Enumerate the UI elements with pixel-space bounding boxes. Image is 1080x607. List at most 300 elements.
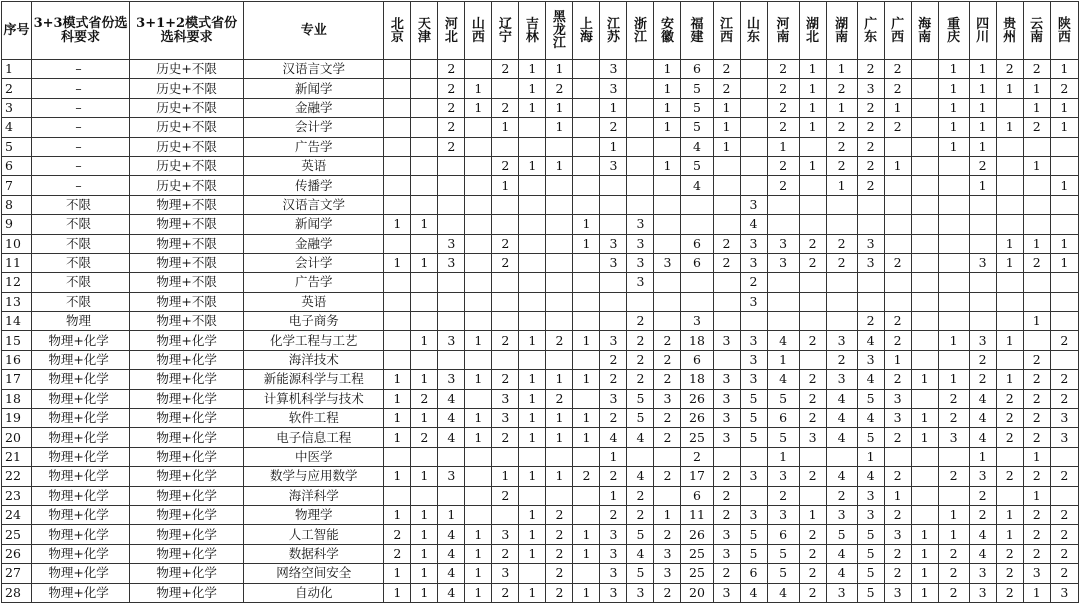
cell-major: 新闻学: [244, 79, 384, 98]
cell-province-quota: 5: [826, 525, 857, 544]
cell-province-quota: [546, 350, 573, 369]
cell-province-quota: 5: [740, 525, 767, 544]
cell-province-quota: 1: [492, 118, 519, 137]
cell-province-quota: 1: [465, 564, 492, 583]
cell-province-quota: 2: [600, 370, 627, 389]
cell-province-quota: [911, 273, 938, 292]
header-province: 海南: [911, 2, 938, 60]
cell-province-quota: 2: [857, 156, 884, 175]
cell-province-quota: 4: [857, 467, 884, 486]
cell-province-quota: 1: [1023, 583, 1050, 602]
cell-province-quota: 2: [996, 389, 1023, 408]
cell-province-quota: 2: [1050, 79, 1078, 98]
cell-province-quota: [573, 156, 600, 175]
cell-province-quota: 1: [938, 60, 969, 79]
cell-province-quota: 1: [911, 544, 938, 563]
cell-province-quota: 2: [1050, 331, 1078, 350]
cell-province-quota: 4: [740, 215, 767, 234]
cell-province-quota: 2: [600, 409, 627, 428]
cell-province-quota: 1: [1050, 118, 1078, 137]
cell-province-quota: 2: [713, 505, 740, 524]
cell-province-quota: 1: [938, 370, 969, 389]
cell-3-3-requirement: 物理+化学: [32, 409, 130, 428]
cell-province-quota: 3: [857, 234, 884, 253]
cell-province-quota: 4: [627, 544, 654, 563]
cell-province-quota: 2: [857, 312, 884, 331]
cell-province-quota: 2: [492, 486, 519, 505]
cell-province-quota: 1: [438, 505, 465, 524]
cell-province-quota: 1: [411, 467, 438, 486]
cell-province-quota: 2: [492, 60, 519, 79]
cell-major: 英语: [244, 292, 384, 311]
cell-province-quota: 2: [826, 118, 857, 137]
cell-province-quota: 3: [654, 253, 681, 272]
table-body: [2, 60, 1079, 603]
cell-province-quota: 5: [857, 525, 884, 544]
cell-province-quota: 2: [799, 583, 826, 602]
cell-province-quota: 1: [938, 331, 969, 350]
cell-province-quota: 1: [767, 447, 799, 466]
cell-major: 数据科学: [244, 544, 384, 563]
enrollment-plan-table: [1, 1, 1079, 603]
cell-province-quota: [1023, 273, 1050, 292]
cell-province-quota: [911, 486, 938, 505]
table-row: [2, 583, 1079, 602]
cell-province-quota: [627, 98, 654, 117]
cell-province-quota: [411, 234, 438, 253]
cell-province-quota: [519, 292, 546, 311]
cell-province-quota: [740, 118, 767, 137]
cell-province-quota: [519, 215, 546, 234]
cell-province-quota: 1: [519, 60, 546, 79]
cell-province-quota: 2: [1023, 389, 1050, 408]
cell-province-quota: 4: [438, 428, 465, 447]
cell-3-3-requirement: –: [32, 98, 130, 117]
cell-province-quota: [911, 98, 938, 117]
cell-province-quota: [546, 292, 573, 311]
cell-province-quota: 3: [969, 331, 996, 350]
cell-province-quota: 5: [627, 389, 654, 408]
cell-province-quota: 2: [884, 467, 911, 486]
cell-province-quota: 1: [492, 176, 519, 195]
cell-province-quota: [546, 176, 573, 195]
cell-province-quota: 2: [546, 564, 573, 583]
cell-province-quota: [767, 195, 799, 214]
cell-3-3-requirement: 物理+化学: [32, 525, 130, 544]
cell-province-quota: [1050, 292, 1078, 311]
cell-province-quota: 2: [969, 350, 996, 369]
cell-province-quota: [996, 98, 1023, 117]
cell-province-quota: [654, 312, 681, 331]
cell-3-3-requirement: 物理+化学: [32, 370, 130, 389]
cell-province-quota: 5: [681, 98, 713, 117]
cell-province-quota: 20: [681, 583, 713, 602]
cell-province-quota: 3: [969, 583, 996, 602]
cell-province-quota: 1: [573, 215, 600, 234]
cell-province-quota: 2: [969, 370, 996, 389]
cell-province-quota: [740, 176, 767, 195]
cell-province-quota: [492, 312, 519, 331]
cell-province-quota: 2: [546, 544, 573, 563]
cell-province-quota: [857, 292, 884, 311]
cell-province-quota: 3: [884, 583, 911, 602]
cell-province-quota: 3: [740, 370, 767, 389]
cell-3-3-requirement: 物理+化学: [32, 486, 130, 505]
cell-province-quota: [492, 505, 519, 524]
cell-province-quota: 1: [519, 409, 546, 428]
table-row: [2, 409, 1079, 428]
cell-province-quota: 3: [740, 350, 767, 369]
cell-province-quota: [740, 486, 767, 505]
cell-province-quota: [465, 137, 492, 156]
cell-province-quota: 3: [600, 79, 627, 98]
cell-province-quota: 2: [1023, 350, 1050, 369]
cell-province-quota: 1: [411, 215, 438, 234]
cell-province-quota: [492, 79, 519, 98]
cell-province-quota: 1: [799, 98, 826, 117]
cell-province-quota: 1: [767, 137, 799, 156]
cell-province-quota: [519, 195, 546, 214]
cell-province-quota: 2: [1023, 409, 1050, 428]
cell-province-quota: 1: [767, 350, 799, 369]
cell-province-quota: 2: [826, 137, 857, 156]
cell-province-quota: [384, 234, 411, 253]
cell-province-quota: 3: [857, 350, 884, 369]
cell-3-1-2-requirement: 物理+化学: [130, 331, 244, 350]
cell-province-quota: [384, 292, 411, 311]
cell-province-quota: 3: [627, 215, 654, 234]
cell-province-quota: 3: [600, 234, 627, 253]
table-row: [2, 447, 1079, 466]
cell-province-quota: 5: [740, 428, 767, 447]
cell-province-quota: 2: [996, 564, 1023, 583]
cell-province-quota: 3: [600, 583, 627, 602]
cell-province-quota: [546, 215, 573, 234]
cell-province-quota: 5: [767, 389, 799, 408]
header-province: 湖北: [799, 2, 826, 60]
cell-province-quota: [713, 292, 740, 311]
cell-province-quota: 6: [681, 486, 713, 505]
cell-province-quota: 5: [857, 428, 884, 447]
cell-province-quota: 3: [1050, 428, 1078, 447]
cell-province-quota: [681, 215, 713, 234]
table-row: [2, 273, 1079, 292]
cell-province-quota: 4: [826, 564, 857, 583]
cell-province-quota: 1: [384, 215, 411, 234]
cell-province-quota: 1: [911, 409, 938, 428]
cell-province-quota: 1: [519, 428, 546, 447]
cell-province-quota: 1: [546, 98, 573, 117]
cell-3-3-requirement: 物理+化学: [32, 331, 130, 350]
cell-province-quota: 2: [681, 447, 713, 466]
cell-province-quota: 5: [681, 79, 713, 98]
cell-province-quota: 1: [546, 370, 573, 389]
cell-province-quota: [1050, 447, 1078, 466]
cell-province-quota: [600, 215, 627, 234]
cell-province-quota: 4: [826, 409, 857, 428]
cell-province-quota: [546, 447, 573, 466]
cell-province-quota: 2: [938, 583, 969, 602]
cell-province-quota: 1: [799, 156, 826, 175]
cell-province-quota: 25: [681, 564, 713, 583]
cell-province-quota: [465, 312, 492, 331]
cell-no: 22: [2, 467, 32, 486]
cell-3-3-requirement: –: [32, 156, 130, 175]
cell-province-quota: 3: [969, 564, 996, 583]
cell-province-quota: 6: [681, 234, 713, 253]
cell-province-quota: [654, 176, 681, 195]
cell-province-quota: [969, 195, 996, 214]
cell-3-1-2-requirement: 物理+化学: [130, 486, 244, 505]
cell-province-quota: 1: [546, 467, 573, 486]
cell-province-quota: 1: [654, 60, 681, 79]
cell-province-quota: 2: [799, 564, 826, 583]
header-province: 湖南: [826, 2, 857, 60]
cell-major: 自动化: [244, 583, 384, 602]
cell-province-quota: 1: [654, 156, 681, 175]
cell-province-quota: 1: [600, 137, 627, 156]
cell-province-quota: 5: [857, 564, 884, 583]
cell-province-quota: 3: [740, 234, 767, 253]
cell-province-quota: 2: [492, 253, 519, 272]
cell-3-3-requirement: 不限: [32, 215, 130, 234]
cell-province-quota: [799, 137, 826, 156]
cell-province-quota: 2: [996, 544, 1023, 563]
cell-province-quota: [911, 467, 938, 486]
header-3-1-2-mode: 3+1+2模式省份选科要求: [130, 2, 244, 60]
cell-province-quota: 2: [573, 467, 600, 486]
cell-province-quota: 2: [884, 370, 911, 389]
cell-province-quota: 4: [857, 331, 884, 350]
cell-province-quota: [411, 350, 438, 369]
cell-province-quota: 3: [713, 389, 740, 408]
cell-3-1-2-requirement: 物理+化学: [130, 467, 244, 486]
cell-province-quota: [857, 195, 884, 214]
cell-province-quota: [996, 176, 1023, 195]
cell-province-quota: 2: [546, 583, 573, 602]
header-province: 河南: [767, 2, 799, 60]
cell-province-quota: [826, 273, 857, 292]
cell-province-quota: 3: [600, 60, 627, 79]
cell-province-quota: [654, 486, 681, 505]
cell-province-quota: 3: [627, 583, 654, 602]
cell-province-quota: 1: [996, 525, 1023, 544]
cell-province-quota: [411, 156, 438, 175]
cell-province-quota: [857, 215, 884, 234]
cell-province-quota: 3: [884, 525, 911, 544]
cell-province-quota: 3: [740, 467, 767, 486]
cell-province-quota: 2: [1050, 544, 1078, 563]
cell-province-quota: [938, 176, 969, 195]
table-row: [2, 234, 1079, 253]
cell-province-quota: 4: [969, 409, 996, 428]
cell-province-quota: 1: [799, 79, 826, 98]
cell-major: 化学工程与工艺: [244, 331, 384, 350]
cell-province-quota: [438, 156, 465, 175]
cell-province-quota: [519, 564, 546, 583]
cell-province-quota: [1050, 137, 1078, 156]
cell-province-quota: [627, 447, 654, 466]
cell-province-quota: 1: [519, 156, 546, 175]
cell-province-quota: 3: [740, 331, 767, 350]
cell-province-quota: [884, 137, 911, 156]
cell-3-3-requirement: 不限: [32, 234, 130, 253]
cell-province-quota: [411, 447, 438, 466]
cell-province-quota: 3: [600, 544, 627, 563]
cell-province-quota: 3: [826, 331, 857, 350]
cell-province-quota: 2: [627, 350, 654, 369]
cell-province-quota: 17: [681, 467, 713, 486]
cell-province-quota: 3: [1050, 409, 1078, 428]
cell-3-1-2-requirement: 物理+化学: [130, 525, 244, 544]
cell-province-quota: [384, 486, 411, 505]
cell-province-quota: 2: [996, 60, 1023, 79]
cell-no: 12: [2, 273, 32, 292]
cell-province-quota: 3: [438, 234, 465, 253]
cell-province-quota: 2: [826, 253, 857, 272]
cell-province-quota: [911, 234, 938, 253]
header-province: 陕西: [1050, 2, 1078, 60]
cell-province-quota: 3: [654, 564, 681, 583]
cell-province-quota: 1: [411, 331, 438, 350]
cell-province-quota: 3: [826, 505, 857, 524]
cell-province-quota: 1: [799, 118, 826, 137]
cell-province-quota: 1: [384, 564, 411, 583]
cell-province-quota: [519, 176, 546, 195]
cell-province-quota: [799, 215, 826, 234]
cell-major: 广告学: [244, 273, 384, 292]
cell-province-quota: 2: [654, 370, 681, 389]
cell-province-quota: 1: [573, 370, 600, 389]
cell-province-quota: 6: [767, 525, 799, 544]
header-province: 天津: [411, 2, 438, 60]
cell-province-quota: [411, 60, 438, 79]
cell-province-quota: [969, 292, 996, 311]
cell-province-quota: [826, 215, 857, 234]
cell-province-quota: 2: [1023, 505, 1050, 524]
cell-province-quota: 3: [627, 234, 654, 253]
cell-province-quota: [938, 253, 969, 272]
cell-province-quota: 1: [996, 118, 1023, 137]
cell-province-quota: [384, 79, 411, 98]
cell-province-quota: 1: [1023, 156, 1050, 175]
cell-province-quota: 2: [627, 331, 654, 350]
cell-province-quota: 1: [799, 60, 826, 79]
cell-province-quota: [969, 234, 996, 253]
cell-province-quota: [826, 447, 857, 466]
cell-province-quota: 2: [438, 118, 465, 137]
cell-province-quota: 2: [969, 486, 996, 505]
cell-major: 广告学: [244, 137, 384, 156]
cell-province-quota: 4: [438, 583, 465, 602]
cell-major: 中医学: [244, 447, 384, 466]
cell-province-quota: [573, 195, 600, 214]
cell-province-quota: 1: [938, 118, 969, 137]
cell-province-quota: 2: [799, 409, 826, 428]
cell-province-quota: 2: [799, 389, 826, 408]
cell-province-quota: 3: [438, 253, 465, 272]
cell-province-quota: 1: [546, 60, 573, 79]
table-row: [2, 176, 1079, 195]
cell-province-quota: [911, 350, 938, 369]
cell-province-quota: 3: [857, 505, 884, 524]
cell-province-quota: [519, 447, 546, 466]
cell-province-quota: 2: [938, 564, 969, 583]
cell-3-3-requirement: 物理+化学: [32, 467, 130, 486]
cell-3-1-2-requirement: 物理+不限: [130, 273, 244, 292]
cell-province-quota: 2: [1023, 370, 1050, 389]
cell-province-quota: 2: [438, 137, 465, 156]
cell-province-quota: [654, 273, 681, 292]
cell-province-quota: [492, 292, 519, 311]
cell-province-quota: [384, 350, 411, 369]
cell-province-quota: 1: [1050, 98, 1078, 117]
cell-province-quota: [411, 137, 438, 156]
cell-province-quota: 2: [767, 118, 799, 137]
cell-province-quota: 1: [884, 98, 911, 117]
cell-province-quota: 2: [884, 118, 911, 137]
cell-3-1-2-requirement: 历史+不限: [130, 156, 244, 175]
table-row: [2, 98, 1079, 117]
cell-no: 26: [2, 544, 32, 563]
cell-province-quota: 3: [740, 253, 767, 272]
cell-province-quota: 2: [600, 350, 627, 369]
cell-province-quota: [996, 292, 1023, 311]
cell-province-quota: 2: [767, 176, 799, 195]
table-row: [2, 467, 1079, 486]
cell-province-quota: [573, 98, 600, 117]
cell-no: 16: [2, 350, 32, 369]
cell-province-quota: 3: [713, 525, 740, 544]
cell-province-quota: 3: [938, 428, 969, 447]
cell-province-quota: [799, 486, 826, 505]
cell-province-quota: 2: [884, 428, 911, 447]
cell-no: 23: [2, 486, 32, 505]
cell-province-quota: 1: [519, 583, 546, 602]
cell-3-1-2-requirement: 历史+不限: [130, 118, 244, 137]
cell-3-1-2-requirement: 物理+不限: [130, 292, 244, 311]
header-no: 序号: [2, 2, 32, 60]
cell-no: 18: [2, 389, 32, 408]
cell-province-quota: [465, 118, 492, 137]
cell-province-quota: 4: [438, 409, 465, 428]
cell-province-quota: 2: [938, 544, 969, 563]
cell-province-quota: [799, 292, 826, 311]
table-row: [2, 79, 1079, 98]
header-province: 广西: [884, 2, 911, 60]
cell-province-quota: [911, 195, 938, 214]
cell-province-quota: 1: [996, 505, 1023, 524]
cell-province-quota: 1: [969, 118, 996, 137]
cell-no: 13: [2, 292, 32, 311]
cell-3-1-2-requirement: 物理+化学: [130, 505, 244, 524]
cell-province-quota: 18: [681, 370, 713, 389]
cell-province-quota: [411, 195, 438, 214]
cell-province-quota: 25: [681, 428, 713, 447]
cell-province-quota: [713, 176, 740, 195]
cell-province-quota: 1: [884, 156, 911, 175]
cell-province-quota: 2: [654, 409, 681, 428]
cell-province-quota: 1: [1023, 234, 1050, 253]
cell-province-quota: 11: [681, 505, 713, 524]
cell-3-1-2-requirement: 物理+化学: [130, 350, 244, 369]
cell-province-quota: 1: [969, 79, 996, 98]
cell-province-quota: [438, 215, 465, 234]
header-province: 四川: [969, 2, 996, 60]
cell-province-quota: 1: [654, 118, 681, 137]
cell-province-quota: [546, 234, 573, 253]
cell-province-quota: 2: [384, 525, 411, 544]
